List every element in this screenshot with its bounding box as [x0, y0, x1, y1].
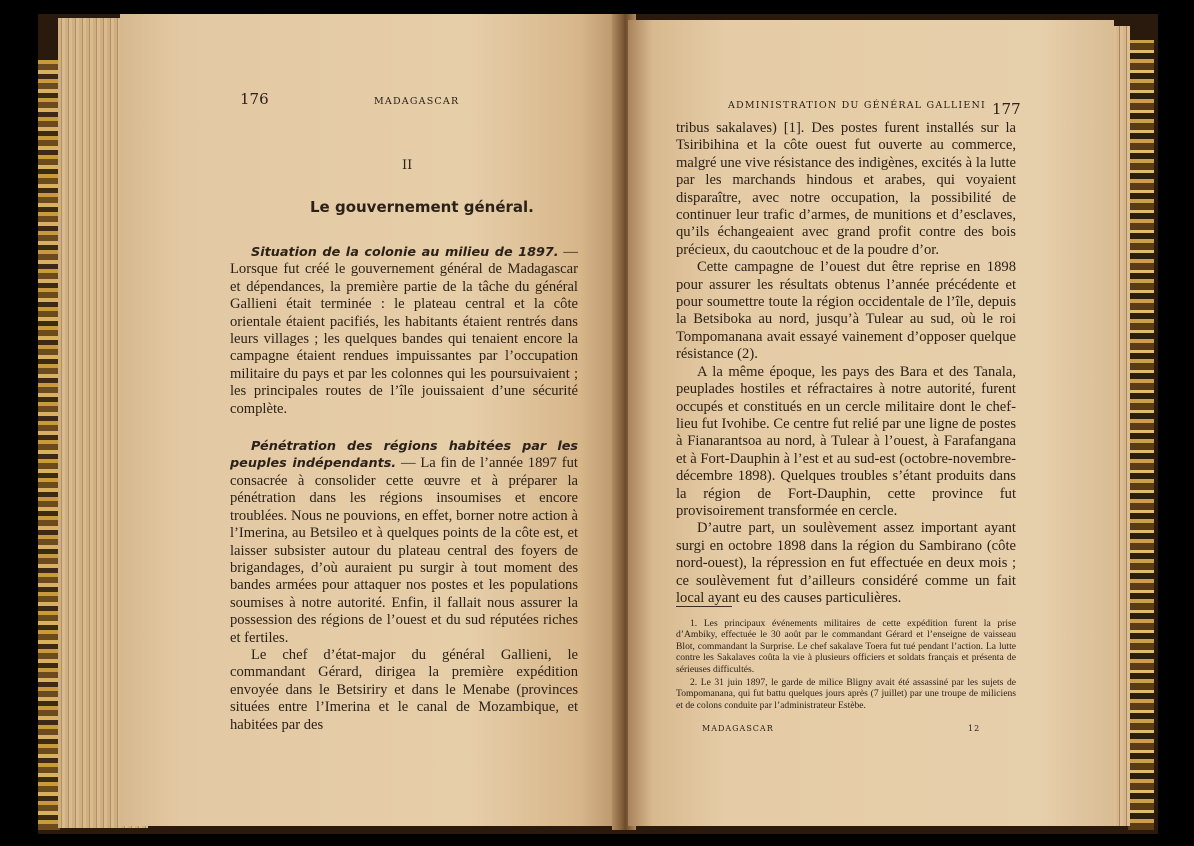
left-paragraph-1: [230, 244, 578, 418]
para2-text: — La fin de l’année 1897 fut consacrée à consolider cette œuvre et à préparer la pénétration dans les régions insoumises et encore troublées. Nous ne pouvions, en effet, borner notre action à l’Imerina, au Betsileo et à quelques points de la côte est, et laisser subsister autour du plateau central des foyers de brigandages, d’où auraient pu surgir à tout moment des bandes armées pour attaquer nos postes et les populations soumises à notre autorité. Enfin, il fallait nous assurer la possession des régions de l’ouest et du sud réputées riches et fertiles.: [230, 455, 578, 646]
right-page: [628, 20, 1114, 826]
left-paragraph-2: [230, 438, 578, 647]
left-page: [120, 14, 620, 826]
signature-mark: MADAGASCAR: [702, 724, 774, 733]
chapter-title: Le gouvernement général.: [310, 198, 534, 216]
para1-text: — Lorsque fut créé le gouvernement général de Madagascar et dépendances, la première partie de la tâche du général Gallieni était terminée : le plateau central et la côte orientale étaient pacifiés, les habitants étaient rentrés dans leurs villages ; les quelques bandes qui tenaient encore la campagne étaient rendues impuissantes par l’occupation militaire du pays et par les colonnes qui les poursuivaient ; les principales routes de l’île jouissaient d’une sécurité complète.: [230, 244, 578, 417]
signature-number: 12: [968, 724, 981, 733]
left-running-title: MADAGASCAR: [374, 96, 460, 107]
right-paragraph-1: tribus sakalaves) [1]. Des postes furent installés sur la Tsiribihina et la côte ouest fut ouverte au commerce, malgré une vive résistance des indigènes, excités à la lutte par les marchands hindous et arabes, qui voyaient disparaître, avec notre occupation, la possibilité de continuer leur trafic d’armes, de munitions et d’esclaves, qu’ils échangeaient avec grand profit contre des bois précieux, du caoutchouc et de la poudre d’or.: [676, 120, 1016, 258]
footnotes: [676, 618, 1016, 713]
marbled-edge-left: [38, 60, 60, 830]
right-paragraph-2: Cette campagne de l’ouest dut être reprise en 1898 pour assurer les résultats obtenus l’année précédente et pour soumettre toute la région occidentale de l’île, depuis la Betsiboka au nord, jusqu’à Tulear au sud, où le roi Tompomanana avait essayé vainement d’opposer quelque résistance (2).: [676, 259, 1016, 363]
right-page-number: 177: [992, 100, 1021, 118]
right-body-text: [676, 120, 1016, 607]
left-body-text: [230, 244, 578, 734]
footnote-2: 2. Le 31 juin 1897, le garde de milice Bligny avait été assassiné par les sujets de Tompomanana, qui fut battu quelques jours après (7 juillet) par une troupe de miliciens et de colons conduite par l’administrateur Estèbe.: [676, 677, 1016, 711]
right-paragraph-4: D’autre part, un soulèvement assez important ayant surgi en octobre 1898 dans la région du Sambirano (côte nord-ouest), la répression en fut effectuée en deux mois ; ce soulèvement fut d’ailleurs considéré comme un fait local ayant eu des causes particulières.: [676, 520, 1016, 606]
left-paragraph-3: Le chef d’état-major du général Gallieni, le commandant Gérard, dirigea la première expédition envoyée dans le Betsiriry et dans le Menabe (provinces situées entre l’Imerina et le canal de Mozambique, et habitées par des: [230, 646, 578, 733]
para1-heading: Situation de la colonie au milieu de 1897.: [251, 245, 559, 260]
para2-heading: Pénétration des régions habitées par les peuples indépendants.: [230, 439, 578, 472]
footnote-rule: [676, 606, 732, 607]
right-paragraph-3: A la même époque, les pays des Bara et des Tanala, peuplades hostiles et réfractaires à notre autorité, furent occupés et constitués en un cercle militaire dont le chef-lieu fut Ivohibe. Ce centre fut relié par une ligne de postes à Fianarantsoa au nord, à Tulear à l’ouest, à Farafangana et à Fort-Dauphin à l’est et au sud-est (octobre-novembre-décembre 1898). Quelques troubles s’étant produits dans la région de Fort-Dauphin, cette province fut provisoirement transformée en cercle.: [676, 363, 1016, 519]
marbled-edge-right: [1128, 40, 1154, 830]
footnote-1: 1. Les principaux événements militaires de cette expédition furent la prise d’Ambiky, effectuée le 30 août par le commandant Gérard et l’enseigne de vaisseau Blot, commandant la Surprise. Le chef sakalave Toera fut tué pendant l’action. La lutte contre les Sakalaves coûta la vie à plusieurs officiers et soldats français et présenta de sérieuses difficultés.: [676, 618, 1016, 675]
left-page-number: 176: [240, 90, 269, 108]
right-running-title: ADMINISTRATION DU GÉNÉRAL GALLIENI: [728, 100, 986, 111]
section-number: II: [402, 158, 413, 173]
